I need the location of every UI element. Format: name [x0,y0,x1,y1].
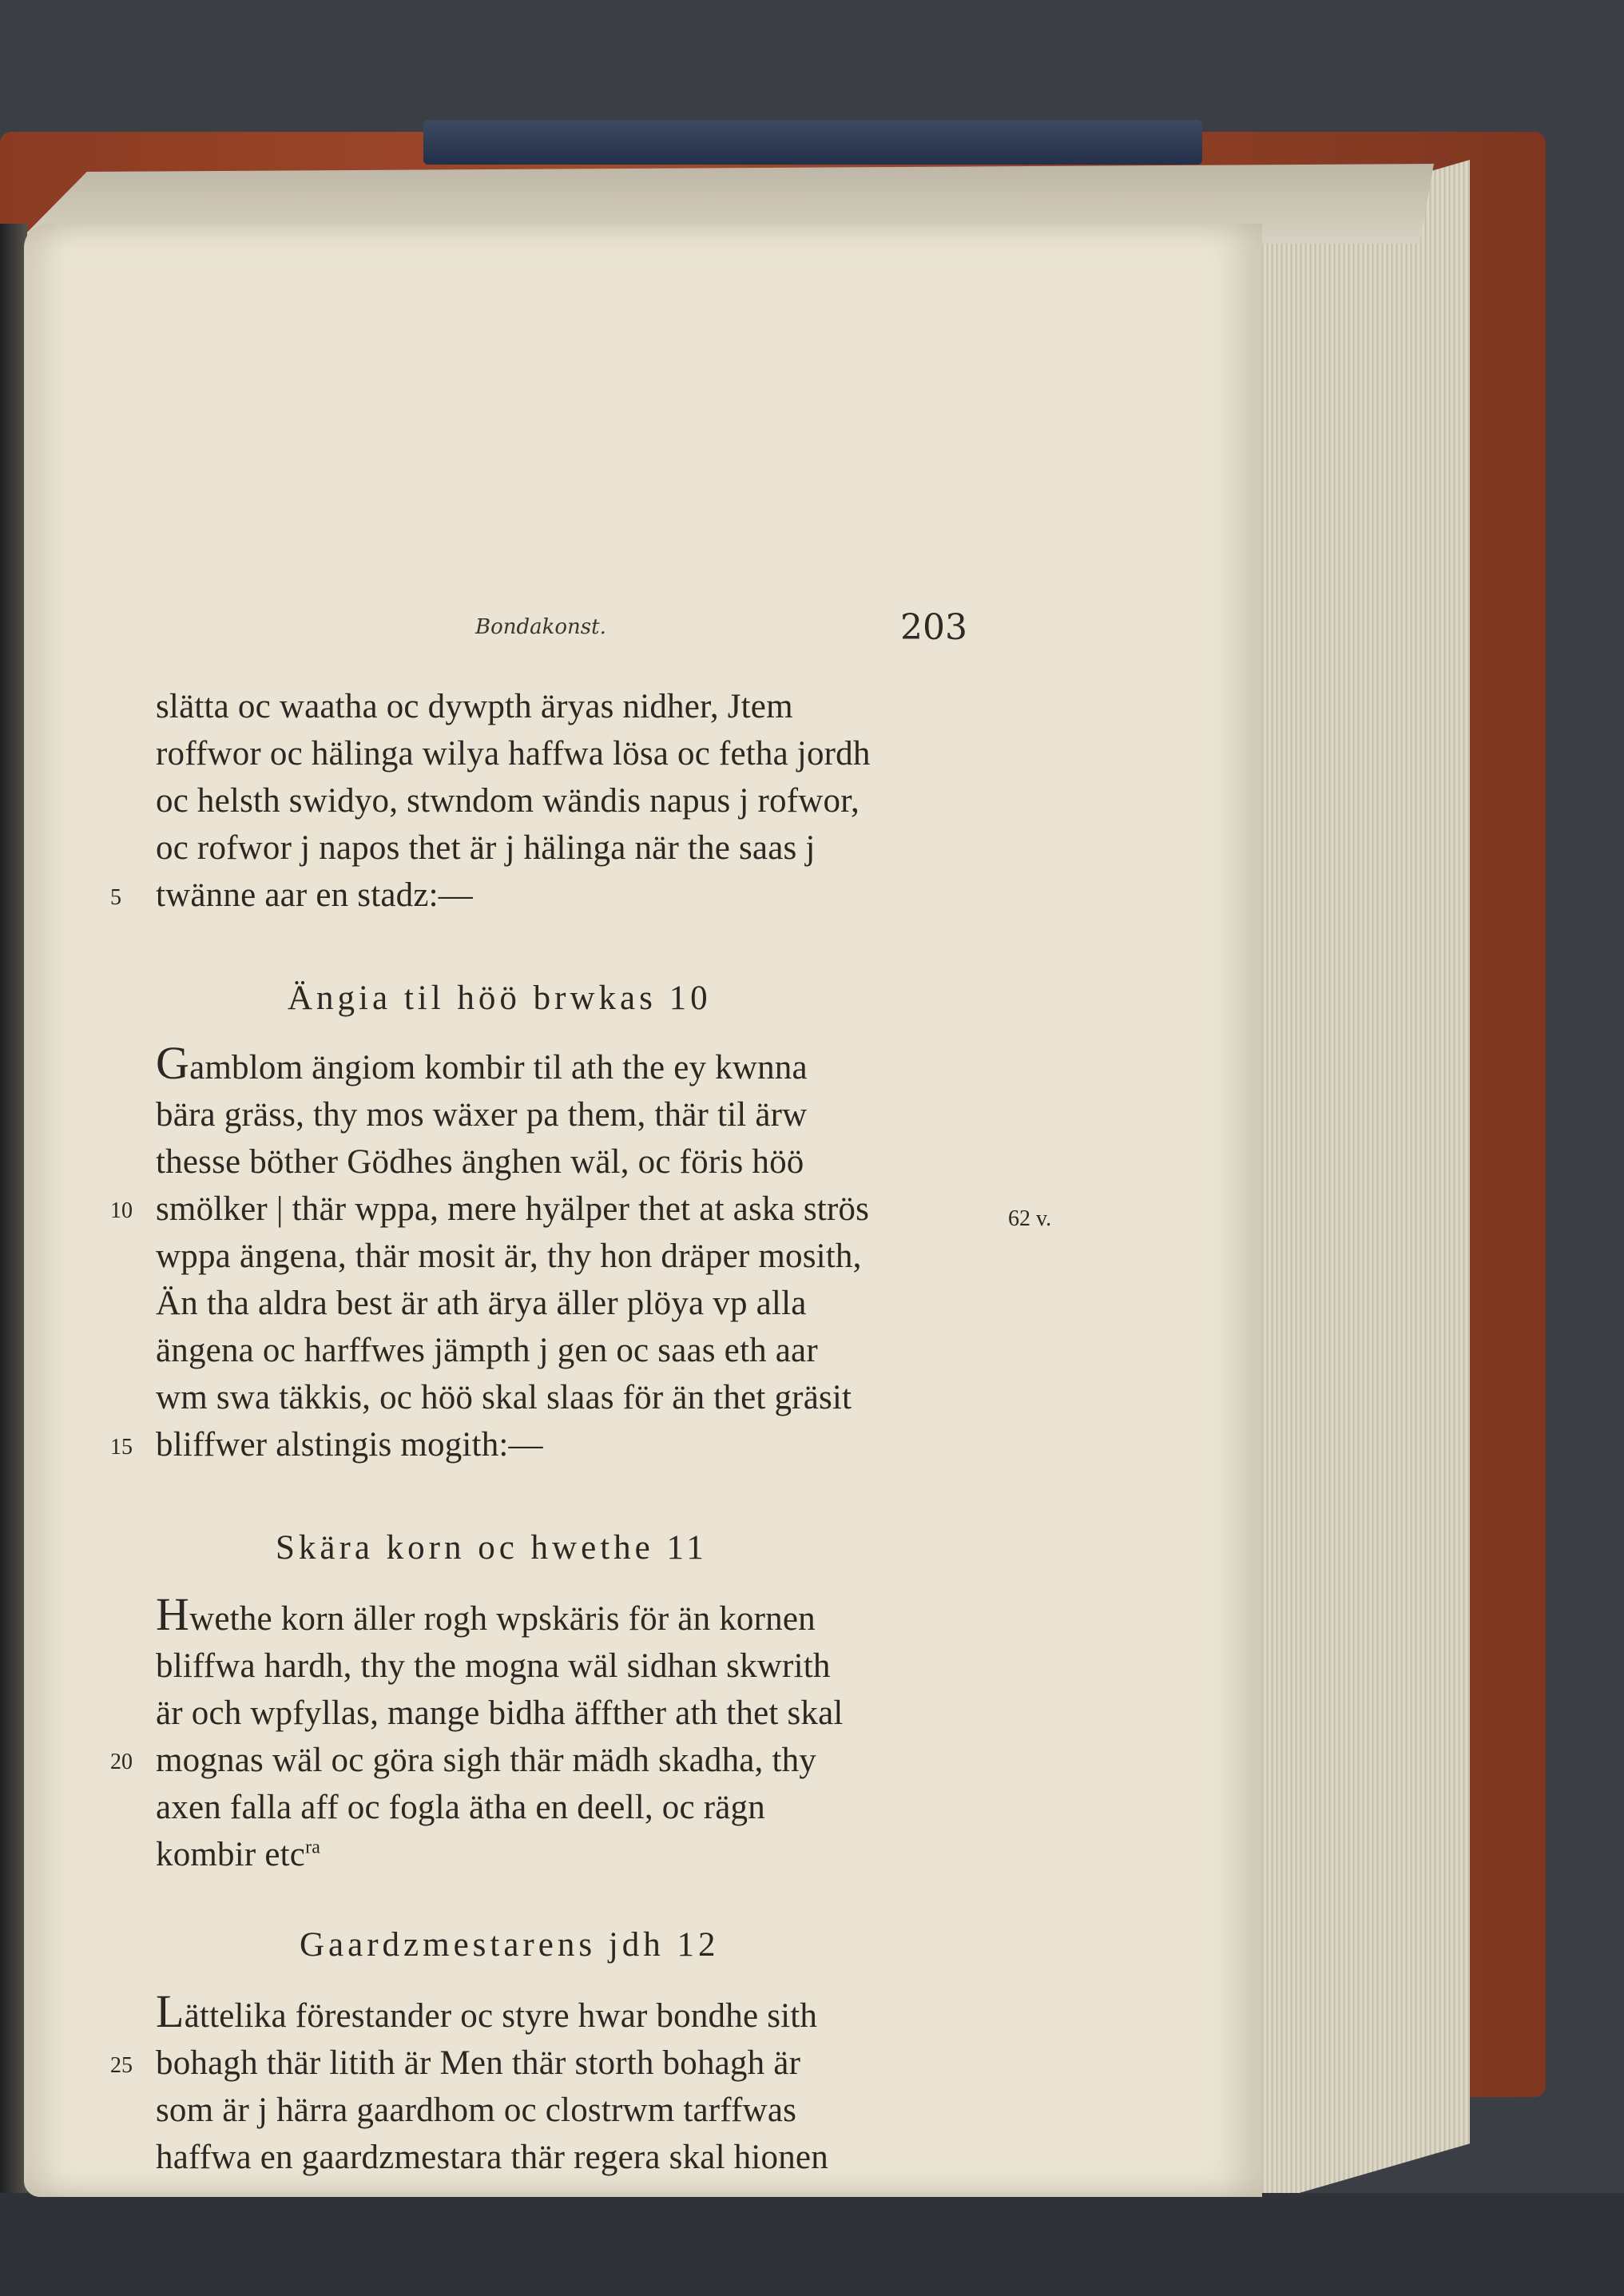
line-number: 25 [110,2053,133,2078]
text-line [156,1835,320,1874]
margin-note: 62 v. [1008,1206,1052,1231]
text-line: mognas wäl oc göra sigh thär mädh skadha, thy [156,1742,817,1779]
text-line-rest: amblom ängiom kombir til ath the ey kwnna [189,1049,808,1086]
text-line-rest: wethe korn äller rogh wpskäris för än kornen [189,1600,816,1638]
superscript: ra [305,1837,321,1858]
text-line: bliffwer alstingis mogith:— [156,1426,543,1464]
line-number: 15 [110,1435,133,1460]
page-number: 203 [900,607,967,648]
line-number: 10 [110,1198,133,1223]
text-line: smölker | thär wppa, mere hyälper thet at aska strös [156,1190,870,1228]
drop-cap: H [156,1588,190,1640]
drop-cap: G [156,1037,190,1089]
drop-cap: L [156,1985,185,2037]
text-line: bohagh thär litith är Men thär storth bohagh är [156,2044,801,2082]
page-fore-edge [1258,160,1470,2205]
text-line: är och wpfyllas, mange bidha äffther ath thet skal [156,1694,844,1732]
left-page-edge [0,224,27,2205]
background-shadow [0,2193,1624,2296]
text-line: haffwa en gaardzmestara thär regera skal hionen [156,2139,828,2176]
text-line: bära gräss, thy mos wäxer pa them, thär til ärw [156,1096,808,1134]
spine-band [423,120,1202,165]
text-line: som är j härra gaardhom oc clostrwm tarffwas [156,2091,797,2129]
text-line: roffwor oc hälinga wilya haffwa lösa oc fetha jordh [156,735,871,773]
text-line [156,1037,808,1089]
text-line: ängena oc harffwes jämpth j gen oc saas eth aar [156,1332,818,1369]
section-heading: Gaardzmestarens jdh 12 [300,1926,720,1964]
text-line: bliffwa hardh, thy the mogna wäl sidhan skwrith [156,1647,831,1685]
line-number: 5 [110,885,121,910]
text-line-rest: ättelika förestander oc styre hwar bondhe sith [184,1997,818,2035]
section-heading: Skära korn oc hwethe 11 [276,1529,708,1567]
text-line: slätta oc waatha oc dywpth äryas nidher, Jtem [156,688,793,725]
line-number: 20 [110,1750,133,1774]
text-line: axen falla aff oc fogla ätha en deell, oc rägn [156,1789,765,1826]
text-line: wppa ängena, thär mosit är, thy hon dräper mosith, [156,1237,862,1275]
text-line: Än tha aldra best är ath ärya äller plöya vp alla [156,1285,807,1322]
text-line [156,1985,818,2037]
text-line: oc helsth swidyo, stwndom wändis napus j rofwor, [156,782,860,820]
book-page [24,224,1262,2197]
text-line: wm swa täkkis, oc höö skal slaas för än thet gräsit [156,1379,852,1416]
text-line: oc rofwor j napos thet är j hälinga när the saas j [156,829,816,867]
section-heading: Ängia til höö brwkas 10 [288,979,712,1017]
running-head [24,607,1262,655]
running-head-title: Bondakonst. [475,615,606,639]
text-line: thesse böther Gödhes änghen wäl, oc föris höö [156,1143,804,1181]
text-line [156,1588,816,1640]
text-line: twänne aar en stadz:— [156,876,473,914]
text-line-main: kombir etc [156,1836,306,1873]
